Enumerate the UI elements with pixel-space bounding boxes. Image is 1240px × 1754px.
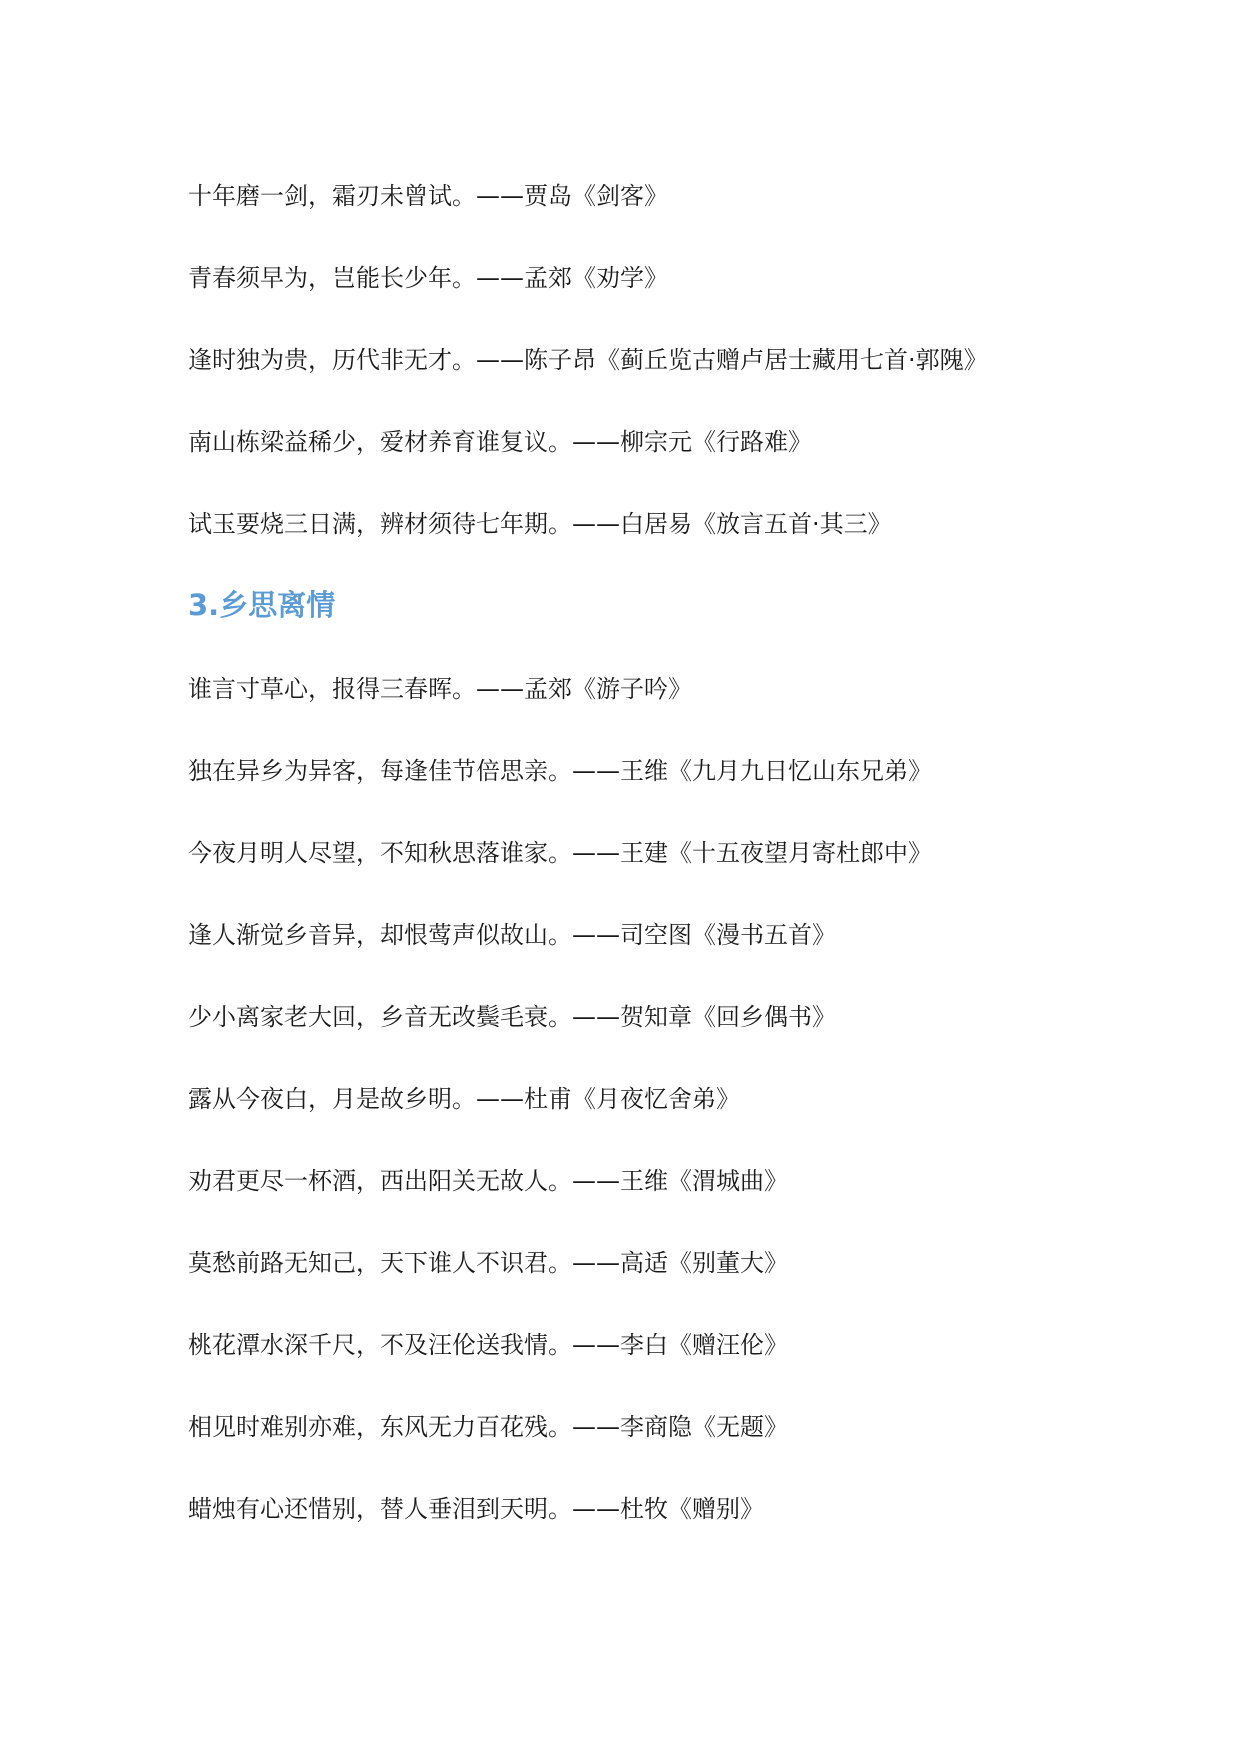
quote-line: 劝君更尽一杯酒，西出阳关无故人。——王维《渭城曲》 xyxy=(188,1167,788,1195)
quote-line: 蜡烛有心还惜别，替人垂泪到天明。——杜牧《赠别》 xyxy=(188,1495,764,1523)
quote-line: 青春须早为，岂能长少年。——孟郊《劝学》 xyxy=(188,264,668,292)
quote-line: 少小离家老大回，乡音无改鬓毛衰。——贺知章《回乡偶书》 xyxy=(188,1003,836,1031)
quote-line: 独在异乡为异客，每逢佳节倍思亲。——王维《九月九日忆山东兄弟》 xyxy=(188,757,932,785)
quote-line: 露从今夜白，月是故乡明。——杜甫《月夜忆舍弟》 xyxy=(188,1085,740,1113)
quote-line: 试玉要烧三日满，辨材须待七年期。——白居易《放言五首·其三》 xyxy=(188,510,892,538)
quote-line: 相见时难别亦难，东风无力百花残。——李商隐《无题》 xyxy=(188,1413,788,1441)
quote-line: 桃花潭水深千尺，不及汪伦送我情。——李白《赠汪伦》 xyxy=(188,1331,788,1359)
section-heading: 3.乡思离情 xyxy=(188,588,336,622)
quote-line: 十年磨一剑，霜刃未曾试。——贾岛《剑客》 xyxy=(188,182,668,210)
quote-line: 逢人渐觉乡音异，却恨莺声似故山。——司空图《漫书五首》 xyxy=(188,921,836,949)
quote-line: 今夜月明人尽望，不知秋思落谁家。——王建《十五夜望月寄杜郎中》 xyxy=(188,839,932,867)
quote-line: 莫愁前路无知己，天下谁人不识君。——高适《别董大》 xyxy=(188,1249,788,1277)
quote-line: 南山栋梁益稀少，爱材养育谁复议。——柳宗元《行路难》 xyxy=(188,428,812,456)
quote-line: 逢时独为贵，历代非无才。——陈子昂《蓟丘览古赠卢居士藏用七首·郭隗》 xyxy=(188,346,988,374)
quote-line: 谁言寸草心，报得三春晖。——孟郊《游子吟》 xyxy=(188,675,692,703)
